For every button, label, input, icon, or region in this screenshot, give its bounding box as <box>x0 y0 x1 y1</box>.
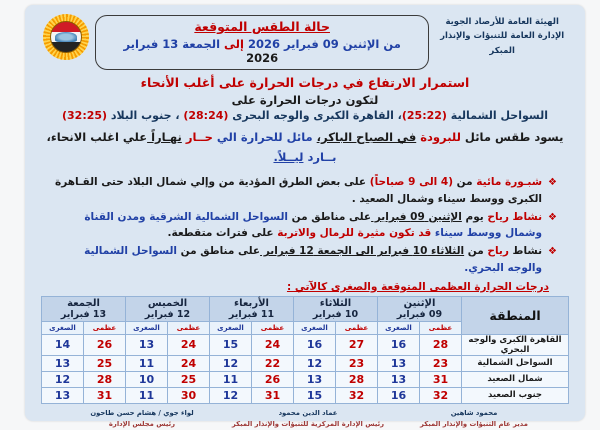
bullet-wind-monday-note <box>51 209 557 242</box>
sub-header-max: عظمى <box>252 321 294 334</box>
title-box <box>95 15 429 70</box>
temp-cell-min: 12 <box>42 371 84 387</box>
diamond-bullet-icon: ❖ <box>548 177 557 189</box>
temp-cell-min: 16 <box>378 334 420 355</box>
region-cell: السواحل الشمالية <box>462 355 569 371</box>
signature-title: مدير عام التنبؤات والإنذار المبكر <box>420 419 528 428</box>
temp-cell-max: 31 <box>420 371 462 387</box>
authority-name <box>429 12 575 58</box>
temp-cell-min: 14 <box>42 334 84 355</box>
diamond-bullet-icon: ❖ <box>548 246 557 258</box>
temp-cell-max: 32 <box>336 387 378 403</box>
sub-header-min: الصغرى <box>42 321 84 334</box>
temp-cell-max: 28 <box>336 371 378 387</box>
temp-cell-max: 24 <box>168 334 210 355</box>
logo-flag-circle-icon <box>50 21 82 53</box>
authority-logo <box>43 14 89 60</box>
bulletin-title: حالة الطقس المتوقعة <box>194 19 330 34</box>
temp-cell-max: 24 <box>168 355 210 371</box>
signatures <box>25 404 585 430</box>
text-segment: ، القاهرة الكبرى والوجه البحرى <box>228 109 402 122</box>
forecast-paragraph <box>25 127 585 167</box>
temp-cell-min: 15 <box>294 387 336 403</box>
text-segment: يوم <box>461 210 484 223</box>
diamond-bullet-icon: ❖ <box>548 211 557 223</box>
temp-cell-max: 25 <box>168 371 210 387</box>
org-line-2: الإدارة العامة للتنبؤات والإنذار المبكر <box>440 31 565 56</box>
temperature-table <box>41 296 569 404</box>
day-date: 12 فبراير <box>144 308 191 320</box>
day-header <box>210 296 294 321</box>
temp-cell-min: 13 <box>42 387 84 403</box>
day-header <box>378 296 462 321</box>
temp-cell-min: 12 <box>210 387 252 403</box>
temp-cell-max: 24 <box>252 334 294 355</box>
sub-header-min: الصغرى <box>378 321 420 334</box>
temp-cell-max: 28 <box>420 334 462 355</box>
temp-cell-max: 23 <box>420 355 462 371</box>
text-segment: (28:24) <box>183 109 229 122</box>
text-segment: علي اغلب الانحاء، <box>46 130 148 144</box>
bullet-text <box>51 174 542 207</box>
org-line-1: الهيئة العامة للأرصاد الجوية <box>445 17 559 27</box>
text-segment: على مناطق من <box>176 245 261 258</box>
sub-header-max: عظمى <box>420 321 462 334</box>
temp-cell-max: 27 <box>336 334 378 355</box>
sub-header-max: عظمى <box>84 321 126 334</box>
sub-header-min: الصغرى <box>210 321 252 334</box>
forecast-headline: استمرار الارتفاع في درجات الحرارة على أغلب الأنحاء <box>140 75 470 90</box>
signature-name: عماد الدين محمود <box>278 408 338 417</box>
temp-cell-max: 22 <box>252 355 294 371</box>
regional-temps-line <box>25 109 585 122</box>
day-header <box>294 296 378 321</box>
sub-header-max: عظمى <box>168 321 210 334</box>
temp-cell-max: 32 <box>420 387 462 403</box>
temp-cell-min: 15 <box>210 334 252 355</box>
signature-block-center <box>225 408 391 430</box>
text-segment: الإثنين 09 فبراير <box>371 210 462 223</box>
date-range <box>110 37 414 65</box>
bullet-wind-week-note <box>51 243 557 276</box>
temp-cell-min: 13 <box>294 371 336 387</box>
text-segment: (25:22) <box>401 109 447 122</box>
text-segment: نشاط رياح <box>483 210 543 223</box>
temp-cell-min: 13 <box>378 355 420 371</box>
text-segment: للبرودة <box>416 130 461 144</box>
day-date: 10 فبراير <box>312 308 359 320</box>
day-date: 13 فبراير <box>60 308 107 320</box>
weather-bulletin-page <box>25 5 585 428</box>
text-segment: رياح <box>483 245 509 258</box>
day-name: الثلاثاء <box>319 297 352 309</box>
text-segment: مائل للحرارة الي <box>212 130 317 144</box>
text-segment: السواحل الشمالية والوجه البحري. <box>84 245 543 274</box>
day-date: 09 فبراير <box>396 308 443 320</box>
text-segment: حــار <box>181 130 213 144</box>
text-segment: شبـورة مائية <box>472 176 543 189</box>
temp-cell-max: 26 <box>252 371 294 387</box>
temp-cell-max: 28 <box>84 371 126 387</box>
temp-cell-min: 12 <box>210 355 252 371</box>
day-header <box>42 296 126 321</box>
text-segment: ، جنوب البلاد <box>107 109 184 122</box>
text-segment: على بعض الطرق المؤدية من وإلي شمال البلاد حتى القـاهرة الكبرى ووسط سيناء وشمال الصعيد . <box>55 176 543 205</box>
text-segment: (4 الى 9 صباحاً) <box>366 176 454 189</box>
logo-mountain-icon <box>55 32 77 42</box>
text-segment: في الصباح الباكر، <box>316 130 417 144</box>
day-name: الجمعة <box>67 297 100 309</box>
text-segment: السواحل الشمالية <box>446 109 548 122</box>
text-segment: على فترات متقطعة. <box>167 227 274 240</box>
region-column-header: المنطقة <box>462 296 569 334</box>
text-segment: (32:25) <box>62 109 108 122</box>
table-row <box>42 334 569 355</box>
text-segment: من <box>453 176 473 189</box>
text-segment: على مناطق من <box>288 210 372 223</box>
forecast-line-2 <box>25 147 585 167</box>
text-segment: من الإثنين 09 فبراير 2026 <box>243 37 401 51</box>
text-segment: إلى <box>224 37 244 51</box>
table-row <box>42 371 569 387</box>
bullet-fog-note <box>51 174 557 207</box>
temp-cell-min: 10 <box>126 371 168 387</box>
day-header <box>126 296 210 321</box>
text-segment: بــارد <box>303 150 337 165</box>
table-row <box>42 355 569 371</box>
temperatures-intro: لتكون درجات الحرارة على <box>231 93 379 107</box>
text-segment: 2026 <box>246 51 279 65</box>
text-segment: ليــلاً. <box>273 150 304 165</box>
temp-cell-max: 25 <box>84 355 126 371</box>
day-name: الأربعاء <box>234 297 269 309</box>
text-segment: السواحل الشمالية الشرقية ومدن القناة وشمال ووسط سيناء <box>84 210 543 240</box>
day-name: الخميس <box>147 297 188 309</box>
sub-header-min: الصغرى <box>294 321 336 334</box>
text-segment: قد تكون مثيرة للرمال والاتربة <box>273 227 432 240</box>
text-segment: الجمعة 13 فبراير <box>123 37 225 51</box>
text-segment: يسود طقس مائل <box>460 130 564 144</box>
temp-cell-max: 23 <box>336 355 378 371</box>
sub-header-min: الصغرى <box>126 321 168 334</box>
temp-cell-min: 16 <box>378 387 420 403</box>
bullet-text <box>51 209 542 242</box>
signature-title: رئيس مجلس الإدارة <box>108 419 176 428</box>
day-date: 11 فبراير <box>228 308 275 320</box>
text-segment: نشاط <box>508 245 543 258</box>
sub-header-max: عظمى <box>336 321 378 334</box>
signature-block-right <box>391 408 557 430</box>
temp-cell-max: 30 <box>168 387 210 403</box>
temp-cell-min: 13 <box>378 371 420 387</box>
temp-cell-min: 11 <box>126 387 168 403</box>
temp-cell-min: 11 <box>126 355 168 371</box>
day-name: الإثنين <box>403 297 436 309</box>
temp-cell-max: 31 <box>252 387 294 403</box>
temp-cell-max: 31 <box>84 387 126 403</box>
bullet-text <box>51 243 542 276</box>
signature-block-left <box>59 408 225 430</box>
temp-cell-min: 11 <box>210 371 252 387</box>
temp-cell-min: 12 <box>294 355 336 371</box>
signature-name: لواء جوي / هشام حسن طاحون <box>90 408 194 417</box>
forecast-line-1 <box>25 127 585 147</box>
text-segment: نهـاراً <box>147 130 182 144</box>
table-row <box>42 387 569 403</box>
region-cell: شمال الصعيد <box>462 371 569 387</box>
signature-title: رئيس الإدارة المركزية للتنبؤات والإنذار المبكر <box>231 419 385 428</box>
bulletin-header <box>25 5 585 70</box>
temp-cell-min: 16 <box>294 334 336 355</box>
text-segment: الثلاثاء 10 فبراير الى الجمعة 12 فبراير <box>260 245 465 258</box>
text-segment: من <box>464 245 484 258</box>
temp-cell-min: 13 <box>126 334 168 355</box>
region-cell: القاهرة الكبرى والوجه البحري <box>462 334 569 355</box>
weather-notes <box>51 174 557 276</box>
region-cell: جنوب الصعيد <box>462 387 569 403</box>
temp-cell-max: 26 <box>84 334 126 355</box>
table-heading: درجات الحرارة العظمى المتوقعة والصغرى كالآتي : <box>286 280 549 293</box>
signature-name: محمود شاهين <box>450 408 498 417</box>
temp-cell-min: 13 <box>42 355 84 371</box>
